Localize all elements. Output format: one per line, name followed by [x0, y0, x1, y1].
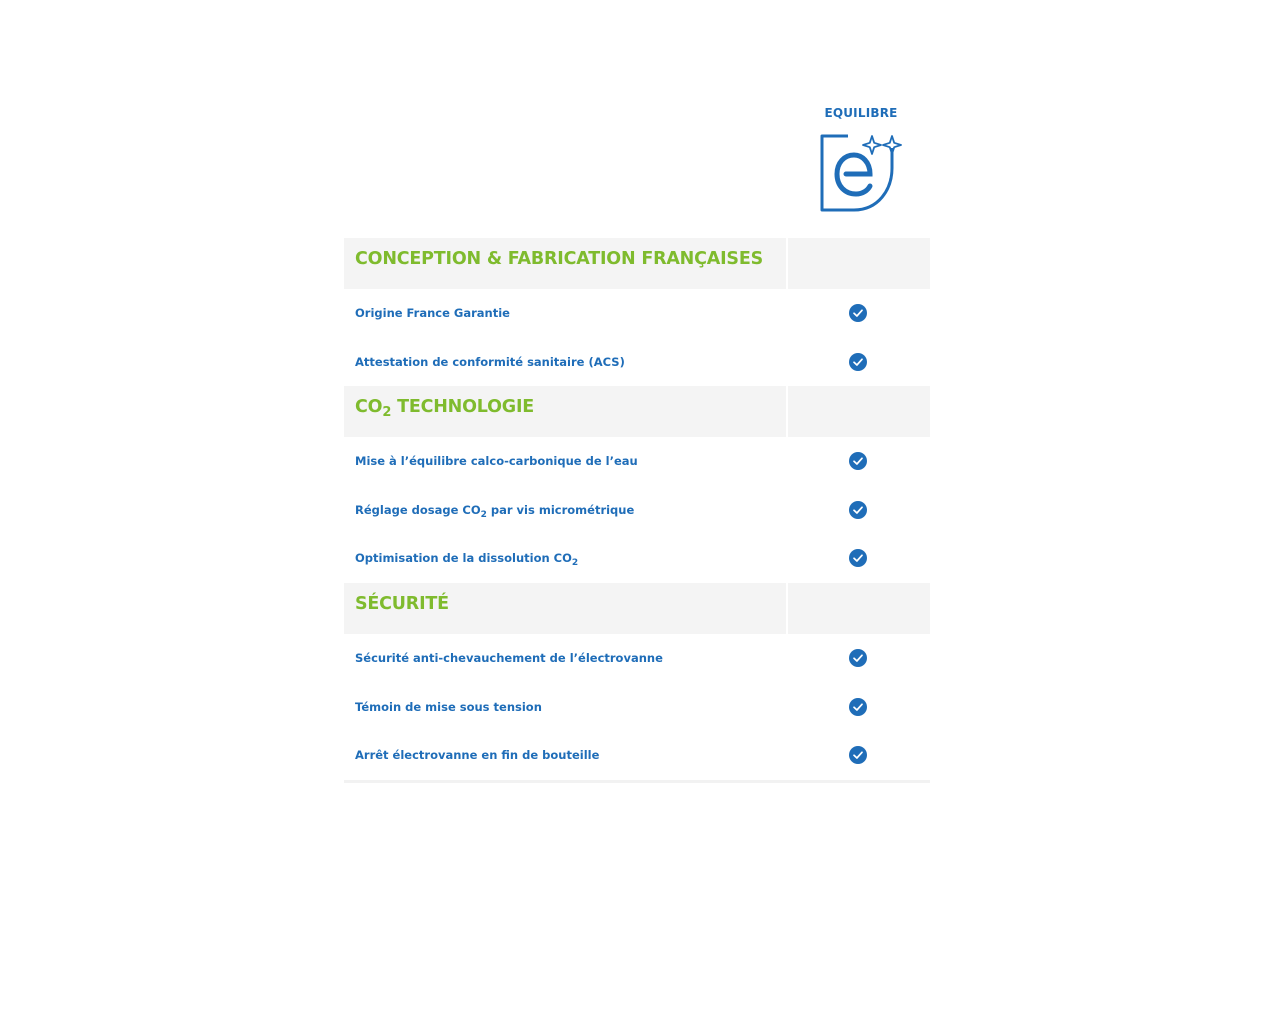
- equilibre-e-logo-icon: [818, 124, 908, 214]
- product-name: EQUILIBRE: [824, 106, 898, 120]
- feature-row: [344, 683, 930, 732]
- check-circle-icon: [849, 353, 867, 371]
- section-header-co2-technologie: [344, 386, 930, 437]
- column-divider: [786, 583, 788, 634]
- table-bottom-border: [344, 780, 930, 783]
- feature-row: [344, 289, 930, 338]
- check-circle-icon: [849, 746, 867, 764]
- feature-label: Sécurité anti-chevauchement de l’électrovanne: [355, 650, 663, 665]
- feature-label: Témoin de mise sous tension: [355, 699, 542, 714]
- check-circle-icon: [849, 452, 867, 470]
- column-divider: [786, 386, 788, 437]
- feature-label: Attestation de conformité sanitaire (ACS): [355, 354, 625, 369]
- feature-row: [344, 731, 930, 780]
- check-circle-icon: [849, 549, 867, 567]
- feature-row: [344, 437, 930, 486]
- feature-row: [344, 534, 930, 583]
- feature-row: [344, 486, 930, 535]
- feature-table: [344, 238, 930, 783]
- product-header: [786, 100, 930, 220]
- section-header-securite: [344, 583, 930, 634]
- feature-label: Origine France Garantie: [355, 306, 510, 320]
- check-circle-icon: [849, 698, 867, 716]
- feature-row: [344, 338, 930, 387]
- feature-label: Optimisation de la dissolution $CO_2$: [355, 551, 579, 569]
- check-circle-icon: [849, 649, 867, 667]
- column-divider: [786, 238, 788, 289]
- section-title: $CO_2$ TECHNOLOGIE: [355, 397, 535, 421]
- section-title: SÉCURITÉ: [355, 593, 449, 614]
- check-circle-icon: [849, 501, 867, 519]
- section-title: CONCEPTION & FABRICATION FRANÇAISES: [355, 249, 763, 269]
- feature-label: Mise à l’équilibre calco-carbonique de l’eau: [355, 454, 638, 469]
- feature-label: Réglage dosage $CO_2$ par vis micrométrique: [355, 502, 635, 520]
- feature-row: [344, 634, 930, 683]
- feature-label: Arrêt électrovanne en fin de bouteille: [355, 748, 600, 763]
- check-circle-icon: [849, 304, 867, 322]
- section-header-conception: [344, 238, 930, 289]
